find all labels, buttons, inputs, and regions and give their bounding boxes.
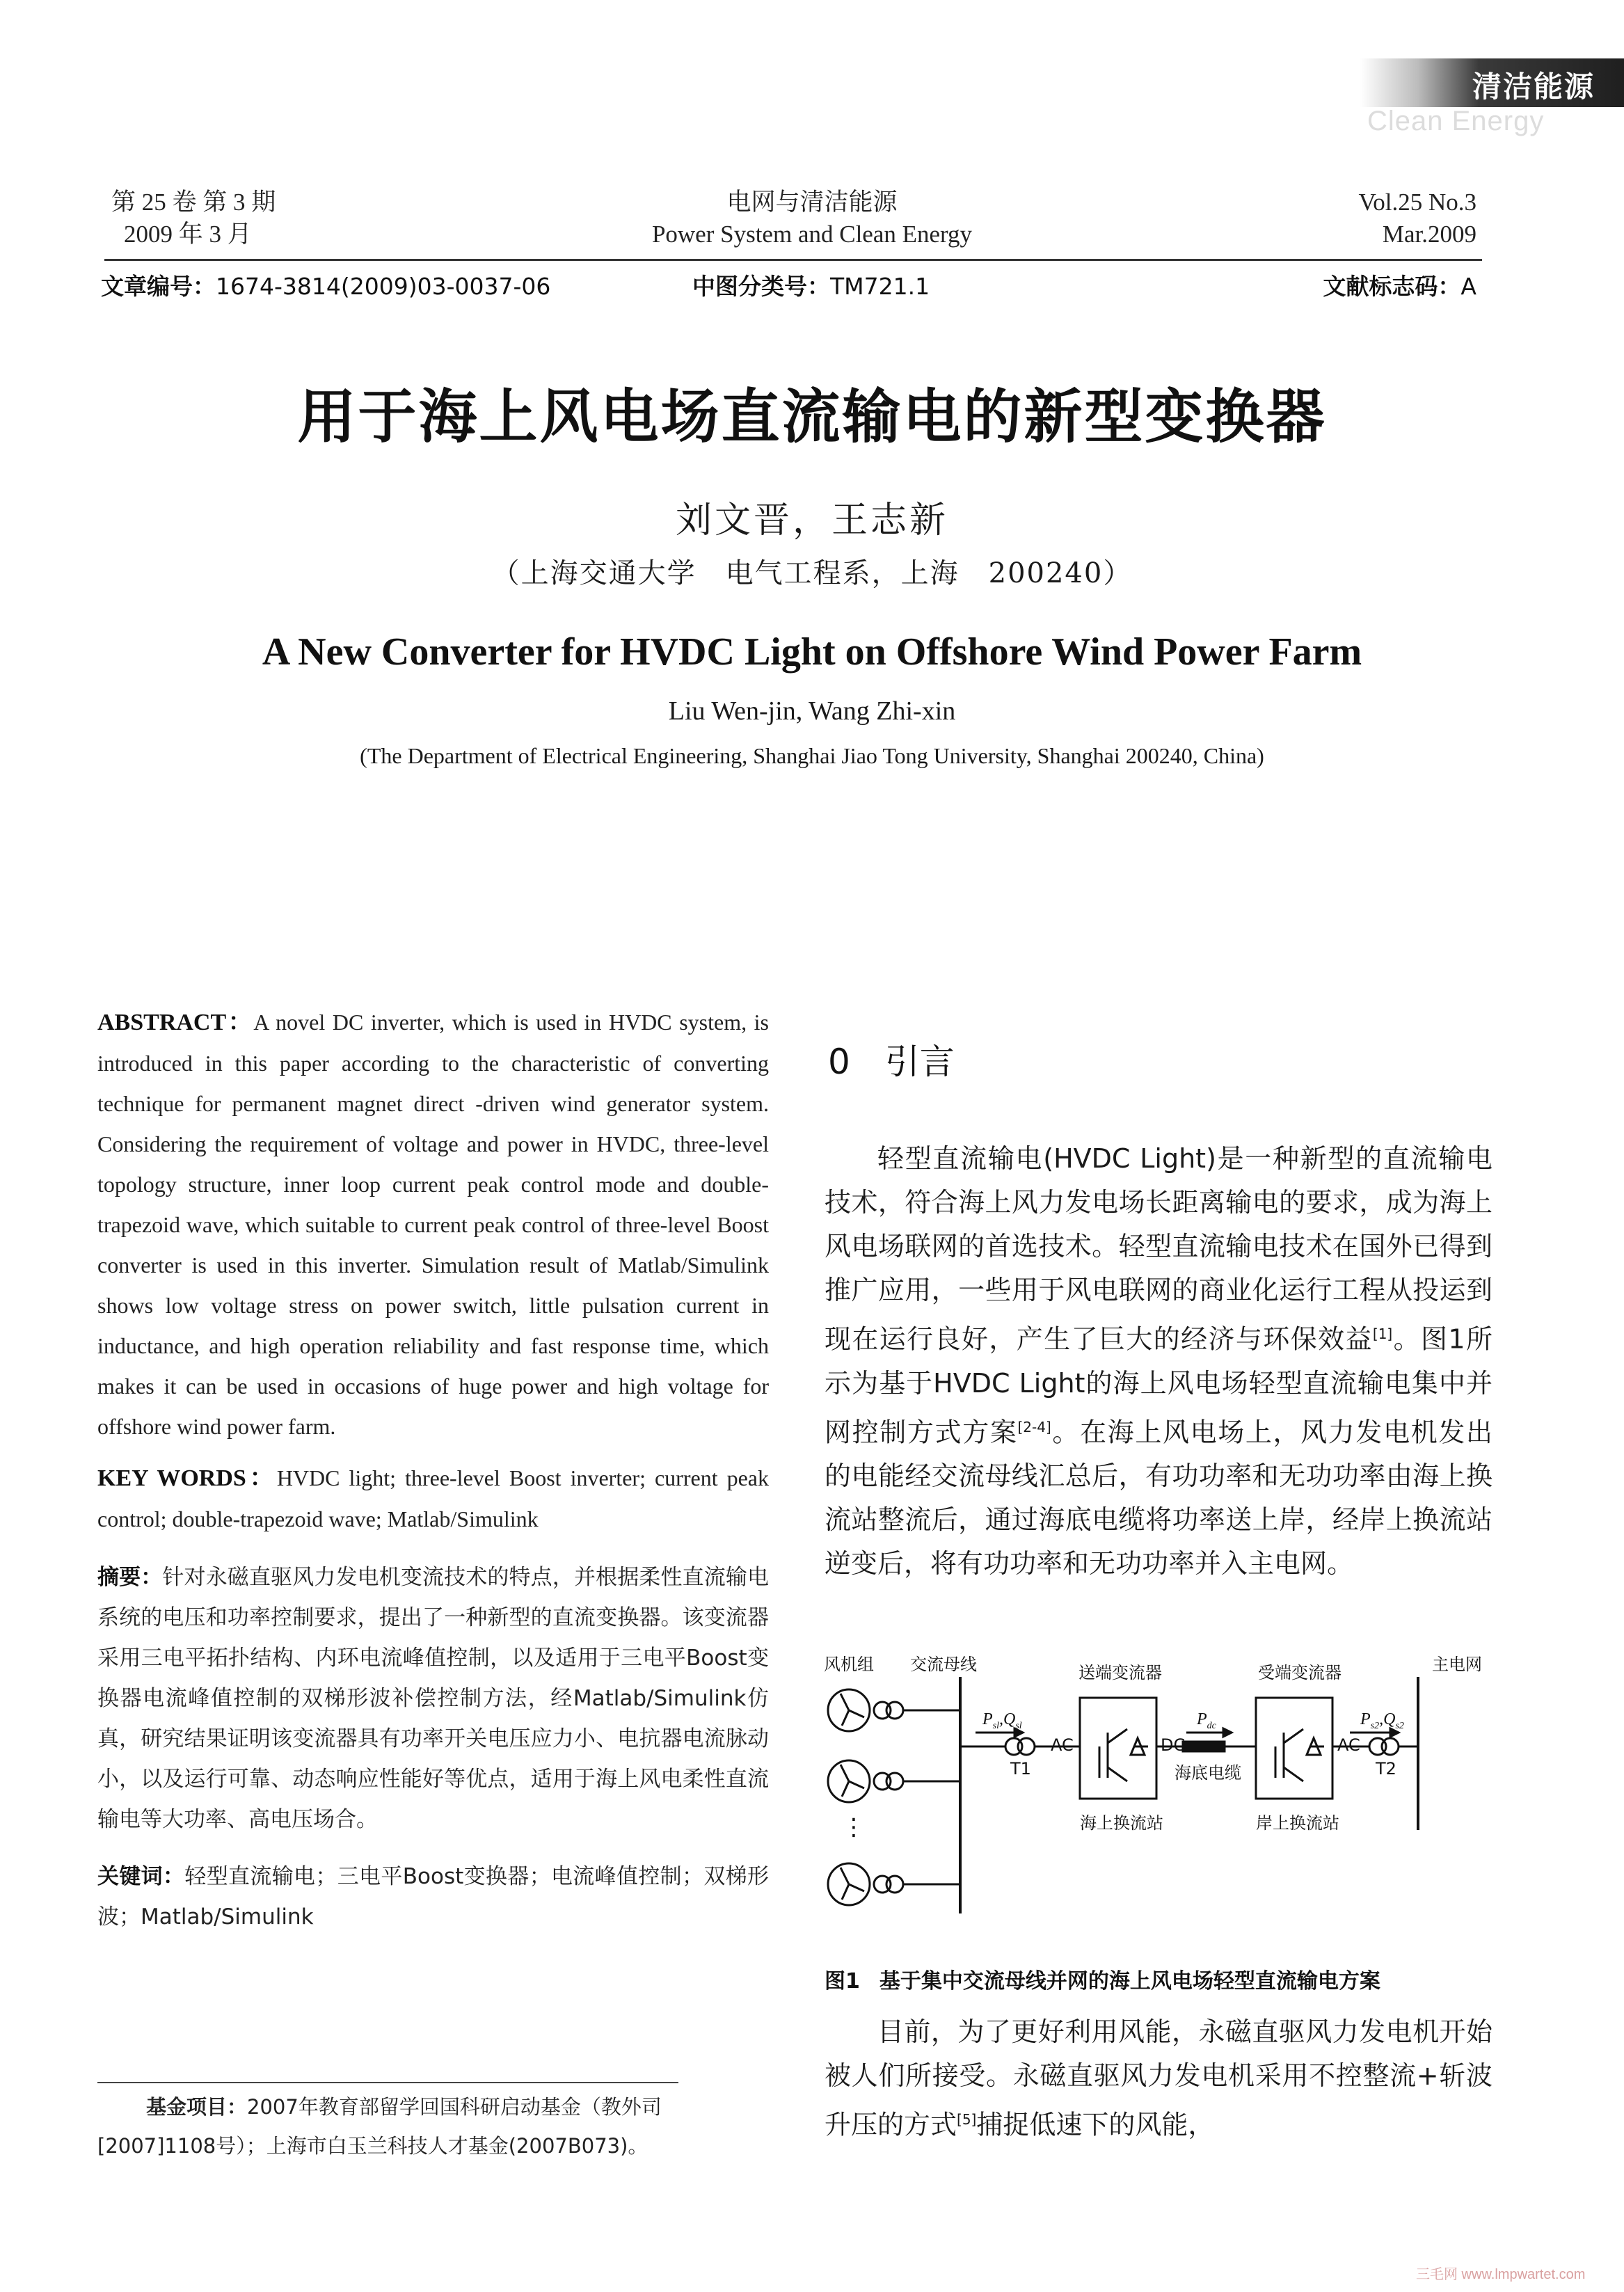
abstract-en-label: ABSTRACT： bbox=[97, 1010, 254, 1035]
label-receiving-converter: 受端变流器 bbox=[1258, 1663, 1342, 1682]
article-number bbox=[101, 269, 550, 301]
section-number: 0 bbox=[828, 1042, 850, 1082]
abstract-cn bbox=[97, 1557, 769, 1840]
fund-footnote bbox=[97, 2087, 724, 2165]
date-cn: 2009 年 3 月 bbox=[124, 221, 252, 248]
keywords-en-text: HVDC light; three-level Boost inverter; current peak control; double-trapezoid wave; Matlab/Simulink bbox=[97, 1465, 770, 1531]
authors-en: Liu Wen-jin, Wang Zhi-xin bbox=[668, 697, 956, 726]
keywords-en-label: KEY WORDS： bbox=[97, 1465, 277, 1491]
figure-caption-text: 基于集中交流母线并网的海上风电场轻型直流输电方案 bbox=[879, 1969, 1380, 1993]
section-tab-label: 清洁能源 bbox=[1472, 70, 1595, 104]
label-subsea-cable: 海底电缆 bbox=[1175, 1763, 1241, 1783]
wind-turbine-3 bbox=[828, 1863, 870, 1905]
receiving-converter bbox=[1256, 1698, 1332, 1799]
keywords-cn-text: 轻型直流输电；三电平Boost变换器；电流峰值控制；双梯形波；Matlab/Simulink bbox=[97, 1864, 769, 1929]
article-number-value: 1674-3814(2009)03-0037-06 bbox=[216, 273, 551, 300]
wind-turbine-1 bbox=[828, 1689, 870, 1731]
affiliation-cn: （上海交通大学 电气工程系，上海 200240） bbox=[491, 557, 1133, 589]
turbine-transformer-1 bbox=[874, 1702, 903, 1719]
journal-name-en: Power System and Clean Energy bbox=[651, 221, 973, 248]
subsea-cable bbox=[1183, 1742, 1225, 1751]
label-onshore-station: 岸上换流站 bbox=[1256, 1813, 1339, 1833]
label-ac-1: AC bbox=[1051, 1735, 1074, 1755]
left-column bbox=[97, 1002, 769, 1937]
classification-value: TM721.1 bbox=[830, 273, 930, 300]
label-ac-bus: 交流母线 bbox=[910, 1655, 977, 1674]
turbine-transformer-3 bbox=[874, 1876, 903, 1893]
document-code bbox=[1323, 269, 1476, 301]
transformer-t2 bbox=[1369, 1738, 1399, 1755]
label-offshore-station: 海上换流站 bbox=[1080, 1813, 1163, 1833]
masthead-rule bbox=[104, 259, 1482, 261]
affiliation-en: (The Department of Electrical Engineering, Shanghai Jiao Tong University, Shanghai 200240, China) bbox=[360, 743, 1264, 768]
label-power-1: $P_{sl},Q_{sl}$ bbox=[982, 1710, 1022, 1731]
label-more-turbines: ⋮ bbox=[842, 1813, 866, 1841]
transformer-t1 bbox=[1005, 1738, 1035, 1755]
classification-number bbox=[692, 269, 930, 301]
classification-label: 中图分类号： bbox=[692, 273, 830, 300]
volume-en: Vol.25 No.3 bbox=[1358, 189, 1476, 216]
citation-2: [2-4] bbox=[1017, 1418, 1051, 1435]
section-heading bbox=[828, 1034, 955, 1084]
authors-cn: 刘文晋，王志新 bbox=[675, 500, 948, 541]
label-wind-group: 风机组 bbox=[824, 1655, 874, 1674]
wind-turbine-2 bbox=[828, 1760, 870, 1802]
abstract-en bbox=[97, 1002, 769, 1447]
site-watermark: 三毛网 www.lmpwartet.com bbox=[1416, 2267, 1586, 2282]
title-cn: 用于海上风电场直流输电的新型变换器 bbox=[297, 383, 1327, 451]
label-main-grid: 主电网 bbox=[1432, 1655, 1482, 1674]
label-power-dc: $P_{dc}$ bbox=[1197, 1710, 1216, 1731]
article-number-label: 文章编号： bbox=[101, 273, 216, 300]
abstract-cn-text: 针对永磁直驱风力发电机变流技术的特点，并根据柔性直流输电系统的电压和功率控制要求，提出了一种新型的直流变换器。该变流器采用三电平拓扑结构、内环电流峰值控制，以及适用于三电平Boost变换器电流峰值控制的双梯形波补偿控制方法，经Matlab/Simulink仿真，研究结果证明该变流器具有功率开关电压应力小、电抗器电流脉动小，以及运行可靠、动态响应性能好等优点，适用于海上风电柔性直流输电等大功率、高电压场合。 bbox=[97, 1565, 770, 1832]
label-t2: T2 bbox=[1376, 1759, 1396, 1778]
section-title: 引言 bbox=[884, 1042, 955, 1082]
section-tab bbox=[1360, 58, 1624, 107]
intro-text-1b: 。图1所示为基于HVDC Light的海上风电场轻型直流输电集中并网控制方式方案 bbox=[825, 1323, 1492, 1448]
label-ac-2: AC bbox=[1337, 1735, 1360, 1755]
label-sending-converter: 送端变流器 bbox=[1078, 1663, 1162, 1682]
date-en: Mar.2009 bbox=[1382, 221, 1476, 248]
figure-1 bbox=[821, 1649, 1510, 1941]
keywords-cn bbox=[97, 1856, 769, 1937]
document-code-value: A bbox=[1460, 273, 1476, 300]
figure-number: 图1 bbox=[825, 1969, 860, 1993]
keywords-cn-label: 关键词： bbox=[97, 1864, 185, 1889]
keywords-en bbox=[97, 1458, 769, 1539]
sending-converter bbox=[1080, 1698, 1156, 1799]
intro-text-1c: 。在海上风电场上，风力发电机发出的电能经交流母线汇总后，有功功率和无功功率由海上换流站整流后，通过海底电缆将功率送上岸，经岸上换流站逆变后，将有功功率和无功功率并入主电网。 bbox=[825, 1417, 1492, 1579]
document-code-label: 文献标志码： bbox=[1323, 273, 1461, 300]
intro-text-1a: 轻型直流输电(HVDC Light)是一种新型的直流输电技术，符合海上风力发电场长距离输电的要求，成为海上风电场联网的首选技术。轻型直流输电技术在国外已得到推广应用，一些用于风电联网的商业化运行工程从投运到现在运行良好，产生了巨大的经济与环保效益 bbox=[825, 1143, 1492, 1355]
figure-1-caption bbox=[825, 1964, 1380, 1994]
figure-1-diagram bbox=[821, 1649, 1510, 1941]
abstract-en-text: A novel DC inverter, which is used in HVDC system, is introduced in this paper according to the characteristic of converting technique for permanent magnet direct -driven wind generator system. Considering the requirement of voltage and power in HVDC, three-level topology structure, inner loop current peak control mode and double-trapezoid wave, which suitable to current peak control of three-level Boost converter is used in this inverter. Simulation result of Matlab/Simulink shows low voltage stress on power switch, little pulsation current in inductance, and high operation reliability and fast response time, which makes it can be used in occasions of huge power and high voltage for offshore wind power farm. bbox=[97, 1010, 769, 1439]
label-power-2: $P_{s2},Q_{s2}$ bbox=[1360, 1710, 1404, 1731]
citation-3: [5] bbox=[957, 2111, 977, 2128]
masthead-volume-en bbox=[1358, 186, 1476, 250]
intro-text-2b: 捕捉低速下的风能， bbox=[976, 2109, 1215, 2140]
citation-1: [1] bbox=[1372, 1326, 1393, 1342]
label-t1: T1 bbox=[1010, 1759, 1031, 1778]
journal-name-cn: 电网与清洁能源 bbox=[726, 189, 898, 216]
footnote-rule bbox=[97, 2082, 678, 2083]
intro-paragraph-2 bbox=[825, 2010, 1492, 2147]
section-tab-subtitle: Clean Energy bbox=[1367, 106, 1545, 136]
fund-label: 基金项目： bbox=[146, 2095, 248, 2119]
volume-cn: 第 25 卷 第 3 期 bbox=[111, 189, 276, 216]
label-dc: DC bbox=[1161, 1735, 1186, 1755]
title-en: A New Converter for HVDC Light on Offshore Wind Power Farm bbox=[262, 630, 1362, 674]
intro-paragraph-1 bbox=[825, 1137, 1492, 1586]
fund-text: 2007年教育部留学回国科研启动基金（教外司[2007]1108号）；上海市白玉兰科技人才基金(2007B073)。 bbox=[97, 2095, 662, 2158]
turbine-transformer-2 bbox=[874, 1773, 903, 1790]
abstract-cn-label: 摘要： bbox=[97, 1565, 163, 1590]
intro-text-2a: 目前，为了更好利用风能，永磁直驱风力发电机开始被人们所接受。永磁直驱风力发电机采用不控整流+斩波升压的方式 bbox=[825, 2016, 1492, 2140]
